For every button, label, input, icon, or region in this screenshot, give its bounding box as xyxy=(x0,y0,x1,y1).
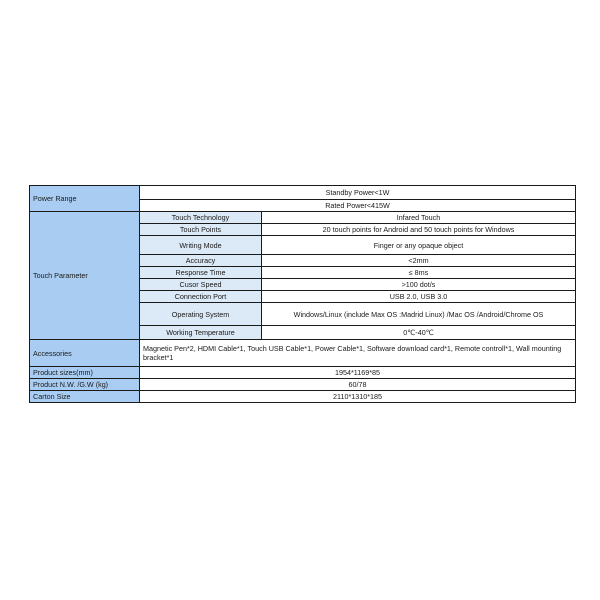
touch-technology-value: Infared Touch xyxy=(262,212,576,224)
touch-points-label: Touch Points xyxy=(140,224,262,236)
table-row xyxy=(30,367,576,379)
accessories-value: Magnetic Pen*2, HDMI Cable*1, Touch USB Cable*1, Power Cable*1, Software download card*1, Remote controll*1, Wall mounting bracket*1 xyxy=(140,340,576,367)
accuracy-label: Accuracy xyxy=(140,255,262,267)
rated-power-value: Rated Power<415W xyxy=(140,200,576,212)
accessories-label: Accessories xyxy=(30,340,140,367)
cursor-speed-value: >100 dot/s xyxy=(262,279,576,291)
writing-mode-label: Writing Mode xyxy=(140,236,262,255)
table-row xyxy=(30,340,576,367)
working-temperature-label: Working Temperature xyxy=(140,326,262,340)
table-row xyxy=(30,186,576,200)
product-sizes-label: Product sizes(mm) xyxy=(30,367,140,379)
connection-port-value: USB 2.0, USB 3.0 xyxy=(262,291,576,303)
operating-system-value: Windows/Linux (include Max OS :Madrid Linux) /Mac OS /Android/Chrome OS xyxy=(262,303,576,326)
table-row xyxy=(30,379,576,391)
operating-system-label: Operating System xyxy=(140,303,262,326)
writing-mode-value: Finger or any opaque object xyxy=(262,236,576,255)
touch-points-value: 20 touch points for Android and 50 touch points for Windows xyxy=(262,224,576,236)
connection-port-label: Connection Port xyxy=(140,291,262,303)
power-range-label: Power Range xyxy=(30,186,140,212)
carton-size-label: Carton Size xyxy=(30,391,140,403)
cursor-speed-label: Cusor Speed xyxy=(140,279,262,291)
working-temperature-value: 0℃-40℃ xyxy=(262,326,576,340)
table-row xyxy=(30,212,576,224)
carton-size-value: 2110*1310*185 xyxy=(140,391,576,403)
table-row xyxy=(30,391,576,403)
product-weight-value: 60/78 xyxy=(140,379,576,391)
touch-technology-label: Touch Technology xyxy=(140,212,262,224)
response-time-value: ≤ 8ms xyxy=(262,267,576,279)
standby-power-value: Standby Power<1W xyxy=(140,186,576,200)
product-sizes-value: 1954*1169*85 xyxy=(140,367,576,379)
product-weight-label: Product N.W. /G.W (kg) xyxy=(30,379,140,391)
accuracy-value: <2mm xyxy=(262,255,576,267)
touch-parameter-label: Touch Parameter xyxy=(30,212,140,340)
response-time-label: Response Time xyxy=(140,267,262,279)
spec-table xyxy=(29,185,576,403)
